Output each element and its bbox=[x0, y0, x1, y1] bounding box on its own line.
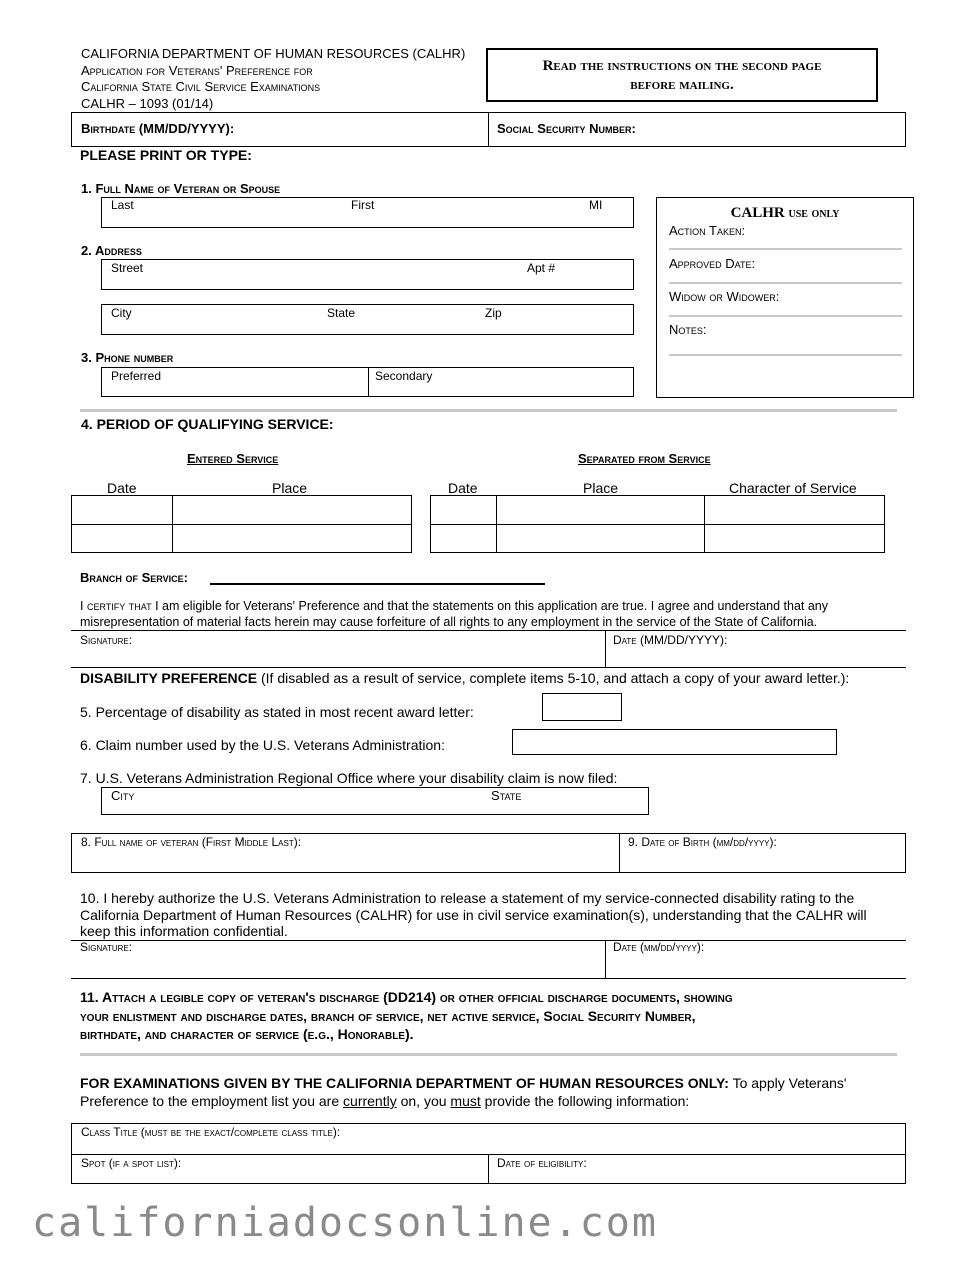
item-6-label: 6. Claim number used by the U.S. Veterans Administration: bbox=[80, 737, 445, 753]
character-cell-1[interactable] bbox=[705, 496, 884, 524]
section-1-title: 1. Full Name of Veteran or Spouse bbox=[81, 181, 281, 196]
birthdate-field[interactable] bbox=[272, 116, 482, 143]
separated-place-cell-2[interactable] bbox=[497, 525, 704, 552]
street-label: Street bbox=[111, 261, 144, 275]
birthdate-label: Birthdate (MM/DD/YYYY): bbox=[81, 121, 235, 136]
phone-row bbox=[101, 367, 634, 397]
section-2-title: 2. Address bbox=[81, 243, 142, 258]
authorization-signature-field[interactable] bbox=[72, 941, 604, 977]
ssn-label: Social Security Number: bbox=[497, 121, 636, 136]
city-label: City bbox=[111, 306, 132, 320]
spot-field[interactable] bbox=[73, 1155, 487, 1183]
spot-label: Spot (if a spot list): bbox=[81, 1156, 182, 1170]
site-watermark: californiadocsonline.com bbox=[32, 1200, 658, 1246]
form-title: Application for Veterans' Preference for bbox=[81, 63, 313, 78]
character-cell-2[interactable] bbox=[705, 525, 884, 552]
item-10-line1: 10. I hereby authorize the U.S. Veterans Administration to release a statement of my service-connected disability rating to the bbox=[80, 890, 855, 906]
class-title-field[interactable] bbox=[73, 1125, 904, 1153]
agency-name: CALIFORNIA DEPARTMENT OF HUMAN RESOURCES (CALHR) bbox=[81, 46, 466, 61]
mailing-notice-box bbox=[486, 48, 878, 102]
authorization-date-field[interactable] bbox=[606, 941, 906, 977]
separated-date-header: Date bbox=[448, 480, 478, 496]
divider bbox=[80, 409, 897, 412]
mailing-notice-line2: before mailing. bbox=[630, 77, 734, 93]
item-9-label: 9. Date of Birth (mm/dd/yyyy): bbox=[628, 835, 777, 849]
certify-date-label: Date (MM/DD/YYYY): bbox=[613, 633, 728, 647]
office-use-title: CALHR use only bbox=[730, 205, 840, 221]
veteran-name-dob-row bbox=[71, 833, 906, 873]
mailing-notice-line1: Read the instructions on the second page bbox=[542, 58, 822, 74]
certify-signature-label: Signature: bbox=[80, 633, 133, 647]
certify-signature-field[interactable] bbox=[72, 631, 604, 666]
secondary-phone-field[interactable] bbox=[370, 369, 632, 396]
branch-of-service-field[interactable] bbox=[210, 566, 545, 584]
character-of-service-header: Character of Service bbox=[729, 480, 857, 496]
street-field[interactable] bbox=[101, 259, 634, 290]
disability-preference-heading: DISABILITY PREFERENCE (If disabled as a result of service, complete items 5-10, and attach a copy of your award letter.): bbox=[80, 670, 850, 686]
full-name-field[interactable] bbox=[101, 197, 634, 228]
entered-date-cell-2[interactable] bbox=[72, 525, 172, 552]
disability-percentage-field[interactable] bbox=[542, 693, 622, 721]
certify-statement-line2: misrepresentation of material facts herein may cause forfeiture of all rights to any employment in the service of the State of California. bbox=[80, 615, 818, 629]
divider bbox=[80, 1053, 897, 1056]
city-state-zip-field[interactable] bbox=[101, 304, 634, 335]
print-notice: PLEASE PRINT OR TYPE: bbox=[80, 147, 252, 163]
exams-instructions: Preference to the employment list you are currently on, you must provide the following information: bbox=[80, 1093, 690, 1109]
entered-place-header: Place bbox=[272, 480, 308, 496]
separated-place-header: Place bbox=[583, 480, 619, 496]
state-label: State bbox=[327, 306, 356, 320]
notes-label: Notes: bbox=[669, 322, 707, 337]
birthdate-ssn-row bbox=[71, 112, 906, 147]
entered-service-heading: Entered Service bbox=[187, 451, 279, 466]
exams-heading: FOR EXAMINATIONS GIVEN BY THE CALIFORNIA DEPARTMENT OF HUMAN RESOURCES ONLY: To apply Veterans' bbox=[80, 1075, 847, 1091]
entered-place-cell-1[interactable] bbox=[173, 496, 411, 524]
last-name-label: Last bbox=[111, 198, 134, 212]
calhr-use-only-box bbox=[656, 197, 914, 398]
certify-statement-line1: I certify that I am eligible for Veterans' Preference and that the statements on this application are true. I agree and understand that any bbox=[80, 599, 829, 613]
regional-office-field[interactable] bbox=[101, 787, 649, 815]
separated-date-cell-2[interactable] bbox=[431, 525, 496, 552]
zip-label: Zip bbox=[485, 306, 502, 320]
item-5-label: 5. Percentage of disability as stated in most recent award letter: bbox=[80, 704, 474, 720]
item-10-line3: keep this information confidential. bbox=[80, 923, 288, 939]
veteran-full-name-field[interactable] bbox=[73, 835, 618, 871]
item-11-line1: 11. Attach a legible copy of veteran's discharge (DD214) or other official discharge documents, showing bbox=[80, 989, 733, 1005]
separated-date-cell-1[interactable] bbox=[431, 496, 496, 524]
branch-of-service-label: Branch of Service: bbox=[80, 570, 188, 585]
item-8-label: 8. Full name of veteran (First Middle Last): bbox=[81, 835, 302, 849]
section-3-title: 3. Phone number bbox=[81, 350, 174, 365]
section-4-title: 4. PERIOD OF QUALIFYING SERVICE: bbox=[81, 416, 334, 432]
authorization-date-label: Date (mm/dd/yyyy): bbox=[613, 940, 705, 954]
class-title-label: Class Title (must be the exact/complete class title): bbox=[81, 1125, 341, 1139]
authorization-signature-label: Signature: bbox=[80, 940, 133, 954]
item-11-line3: birthdate, and character of service (e.g., Honorable). bbox=[80, 1026, 414, 1042]
form-number: CALHR – 1093 (01/14) bbox=[81, 96, 214, 111]
veteran-dob-field[interactable] bbox=[621, 835, 905, 871]
secondary-phone-label: Secondary bbox=[375, 369, 433, 383]
preferred-phone-label: Preferred bbox=[111, 369, 162, 383]
widow-label: Widow or Widower: bbox=[669, 289, 780, 304]
certify-date-field[interactable] bbox=[606, 631, 906, 666]
mi-label: MI bbox=[589, 198, 603, 212]
form-subtitle: California State Civil Service Examinations bbox=[81, 79, 321, 94]
first-name-label: First bbox=[351, 198, 375, 212]
approved-date-label: Approved Date: bbox=[669, 256, 756, 271]
item-11-line2: your enlistment and discharge dates, branch of service, net active service, Social Security Number, bbox=[80, 1008, 696, 1024]
apt-label: Apt # bbox=[527, 261, 556, 275]
separated-service-table bbox=[430, 495, 885, 553]
separated-service-heading: Separated from Service bbox=[578, 451, 711, 466]
preferred-phone-field[interactable] bbox=[103, 369, 367, 396]
ssn-field[interactable] bbox=[672, 116, 897, 143]
action-taken-label: Action Taken: bbox=[669, 223, 746, 238]
entered-date-cell-1[interactable] bbox=[72, 496, 172, 524]
entered-service-table bbox=[71, 495, 412, 553]
claim-number-field[interactable] bbox=[512, 729, 837, 755]
eligibility-date-label: Date of eligibility: bbox=[497, 1156, 587, 1170]
eligibility-date-field[interactable] bbox=[490, 1155, 904, 1183]
entered-place-cell-2[interactable] bbox=[173, 525, 411, 552]
exam-info-table bbox=[71, 1123, 906, 1184]
regional-office-city-label: City bbox=[111, 788, 135, 803]
item-10-line2: California Department of Human Resources (CALHR) for use in civil service examination(s), understanding that the CALHR will bbox=[80, 907, 867, 923]
item-7-label: 7. U.S. Veterans Administration Regional Office where your disability claim is now filed: bbox=[80, 770, 618, 786]
regional-office-state-label: State bbox=[491, 788, 522, 803]
separated-place-cell-1[interactable] bbox=[497, 496, 704, 524]
entered-date-header: Date bbox=[107, 480, 137, 496]
